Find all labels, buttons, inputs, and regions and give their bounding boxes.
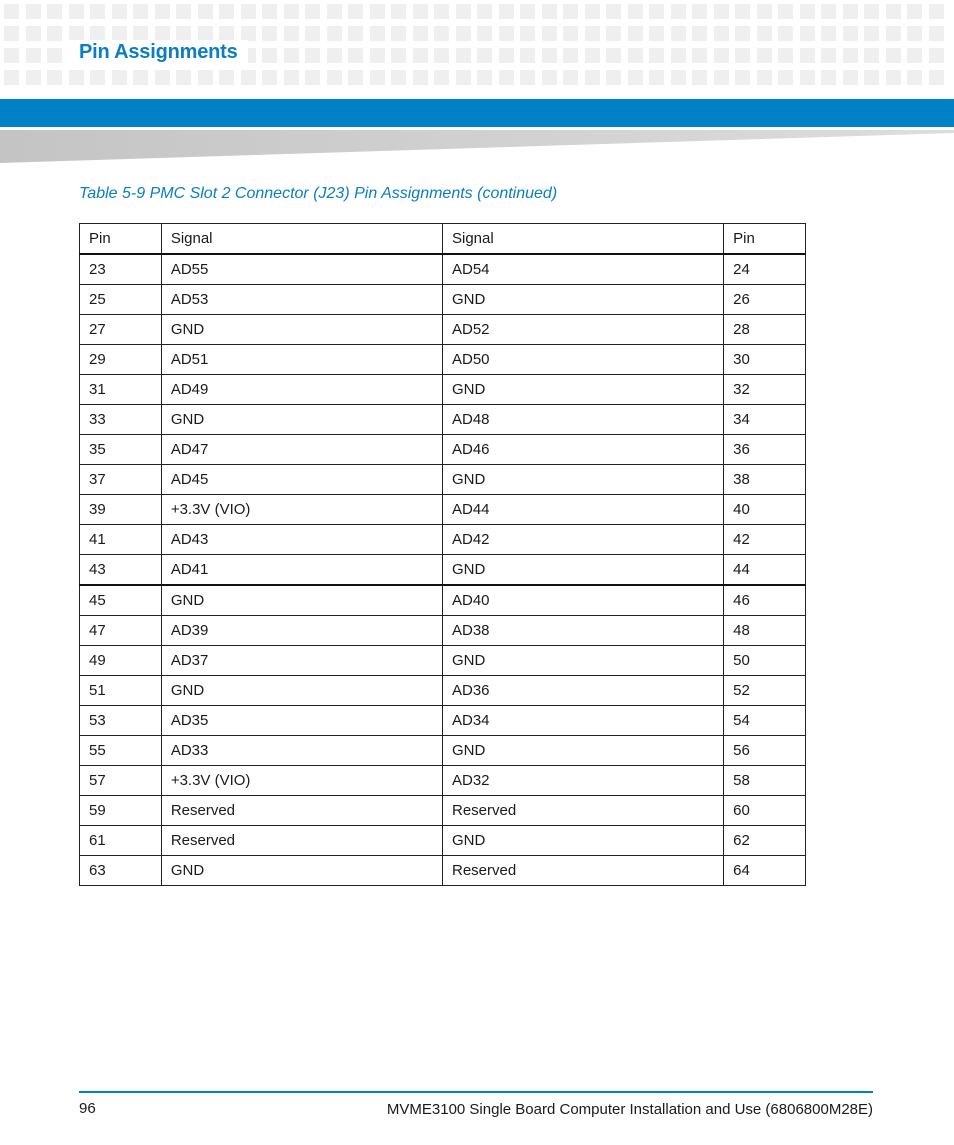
header-tile <box>69 26 84 41</box>
table-row <box>80 555 806 586</box>
header-tile <box>4 26 19 41</box>
header-tile <box>284 48 299 63</box>
header-tile <box>176 70 191 85</box>
header-tile <box>628 4 643 19</box>
header-tile <box>907 70 922 85</box>
signal-cell: AD44 <box>442 495 723 525</box>
signal-cell: GND <box>161 315 442 345</box>
header-tile <box>477 4 492 19</box>
pin-cell: 26 <box>724 285 806 315</box>
signal-cell: AD55 <box>161 254 442 285</box>
header-tile <box>327 70 342 85</box>
header-tile <box>262 48 277 63</box>
signal-cell: AD39 <box>161 616 442 646</box>
header-tile <box>90 4 105 19</box>
header-tile <box>241 70 256 85</box>
header-tile <box>692 70 707 85</box>
header-tile <box>284 4 299 19</box>
signal-cell: AD33 <box>161 736 442 766</box>
header-tile <box>864 26 879 41</box>
page-number: 96 <box>79 1100 96 1117</box>
signal-cell: AD32 <box>442 766 723 796</box>
header-tile <box>26 4 41 19</box>
pin-cell: 52 <box>724 676 806 706</box>
pin-cell: 61 <box>80 826 162 856</box>
header-tile <box>477 70 492 85</box>
header-tile <box>391 4 406 19</box>
header-tile <box>692 4 707 19</box>
pin-cell: 33 <box>80 405 162 435</box>
header-tile <box>69 70 84 85</box>
header-tile <box>262 4 277 19</box>
signal-cell: AD54 <box>442 254 723 285</box>
header-tile <box>47 4 62 19</box>
signal-cell: GND <box>442 375 723 405</box>
header-tile <box>198 26 213 41</box>
pin-cell: 32 <box>724 375 806 405</box>
header-tile <box>714 4 729 19</box>
pin-cell: 44 <box>724 555 806 586</box>
header-tile <box>778 48 793 63</box>
signal-cell: GND <box>161 405 442 435</box>
header-tile <box>456 70 471 85</box>
header-tile <box>929 70 944 85</box>
signal-cell: AD42 <box>442 525 723 555</box>
pin-cell: 60 <box>724 796 806 826</box>
pin-cell: 62 <box>724 826 806 856</box>
pin-cell: 23 <box>80 254 162 285</box>
header-tile <box>606 48 621 63</box>
header-tile <box>26 48 41 63</box>
pin-assignment-table <box>79 223 806 886</box>
signal-cell: AD40 <box>442 585 723 616</box>
pin-cell: 57 <box>80 766 162 796</box>
header-tile <box>477 26 492 41</box>
header-tile <box>219 70 234 85</box>
header-tile <box>821 48 836 63</box>
header-tile <box>821 70 836 85</box>
column-header-pin: Pin <box>724 224 806 255</box>
header-tile <box>929 26 944 41</box>
header-tile <box>198 4 213 19</box>
signal-cell: GND <box>161 676 442 706</box>
header-tile <box>241 26 256 41</box>
pin-cell: 45 <box>80 585 162 616</box>
header-tile <box>864 48 879 63</box>
table-row <box>80 676 806 706</box>
header-tile <box>348 48 363 63</box>
table-header-row <box>80 224 806 255</box>
header-tile <box>864 4 879 19</box>
header-tile <box>434 70 449 85</box>
header-tile <box>305 70 320 85</box>
header-tile <box>563 26 578 41</box>
header-tile <box>929 4 944 19</box>
column-header-pin: Pin <box>80 224 162 255</box>
header-tile <box>47 26 62 41</box>
pin-cell: 59 <box>80 796 162 826</box>
header-tile <box>4 70 19 85</box>
header-tile <box>628 70 643 85</box>
pin-cell: 64 <box>724 856 806 886</box>
header-tile <box>499 70 514 85</box>
header-tile <box>907 4 922 19</box>
table-row <box>80 435 806 465</box>
header-tile <box>176 26 191 41</box>
header-tile <box>305 4 320 19</box>
header-tile <box>843 48 858 63</box>
pin-cell: 56 <box>724 736 806 766</box>
header-tile <box>26 70 41 85</box>
header-tile <box>843 70 858 85</box>
header-tile <box>520 4 535 19</box>
pin-cell: 40 <box>724 495 806 525</box>
header-tile <box>692 26 707 41</box>
header-tile <box>714 26 729 41</box>
signal-cell: AD48 <box>442 405 723 435</box>
header-tile <box>133 4 148 19</box>
signal-cell: AD34 <box>442 706 723 736</box>
pin-cell: 58 <box>724 766 806 796</box>
header-tile <box>413 26 428 41</box>
header-tile <box>628 48 643 63</box>
signal-cell: AD50 <box>442 345 723 375</box>
header-tile <box>907 48 922 63</box>
header-tile <box>69 4 84 19</box>
header-tile <box>262 70 277 85</box>
page-title: Pin Assignments <box>79 41 238 63</box>
header-tile <box>112 26 127 41</box>
table-row <box>80 706 806 736</box>
header-gray-wedge <box>0 130 954 163</box>
header-tile <box>456 48 471 63</box>
header-tile <box>886 48 901 63</box>
pin-cell: 25 <box>80 285 162 315</box>
header-tile <box>499 26 514 41</box>
header-tile <box>370 4 385 19</box>
header-tile <box>864 70 879 85</box>
header-tile <box>499 48 514 63</box>
header-tile <box>520 70 535 85</box>
signal-cell: GND <box>161 585 442 616</box>
table-row <box>80 465 806 495</box>
header-tile <box>563 48 578 63</box>
header-tile <box>4 4 19 19</box>
pin-cell: 43 <box>80 555 162 586</box>
header-tile <box>542 26 557 41</box>
header-tile <box>628 26 643 41</box>
pin-cell: 46 <box>724 585 806 616</box>
table-row <box>80 616 806 646</box>
header-tile <box>327 26 342 41</box>
header-tile <box>499 4 514 19</box>
header-tile <box>714 70 729 85</box>
header-tile <box>262 26 277 41</box>
header-tile <box>413 4 428 19</box>
header-tile <box>692 48 707 63</box>
header-tile <box>606 26 621 41</box>
header-tile <box>542 4 557 19</box>
header-tile <box>778 70 793 85</box>
signal-cell: AD36 <box>442 676 723 706</box>
header-tile <box>391 48 406 63</box>
header-tile <box>4 48 19 63</box>
pin-cell: 29 <box>80 345 162 375</box>
signal-cell: GND <box>442 826 723 856</box>
signal-cell: GND <box>442 555 723 586</box>
header-tile <box>671 4 686 19</box>
table-row <box>80 646 806 676</box>
header-tile <box>47 48 62 63</box>
pin-cell: 39 <box>80 495 162 525</box>
pin-cell: 48 <box>724 616 806 646</box>
header-tile <box>219 26 234 41</box>
pin-cell: 55 <box>80 736 162 766</box>
header-tile <box>413 70 428 85</box>
header-tile <box>886 26 901 41</box>
header-tile <box>112 70 127 85</box>
header-tile <box>47 70 62 85</box>
signal-cell: AD49 <box>161 375 442 405</box>
column-header-signal: Signal <box>161 224 442 255</box>
header-tile <box>155 26 170 41</box>
table-row <box>80 254 806 285</box>
pin-cell: 35 <box>80 435 162 465</box>
header-tile <box>843 26 858 41</box>
header-tile <box>391 26 406 41</box>
header-tile <box>155 70 170 85</box>
header-tile <box>886 70 901 85</box>
table-row <box>80 796 806 826</box>
pin-cell: 54 <box>724 706 806 736</box>
header-tile <box>456 26 471 41</box>
pin-cell: 49 <box>80 646 162 676</box>
pin-cell: 51 <box>80 676 162 706</box>
signal-cell: GND <box>442 285 723 315</box>
signal-cell: AD41 <box>161 555 442 586</box>
header-tile <box>284 26 299 41</box>
signal-cell: +3.3V (VIO) <box>161 495 442 525</box>
header-tile <box>370 26 385 41</box>
header-tile <box>219 4 234 19</box>
header-tile <box>305 26 320 41</box>
header-tile <box>735 70 750 85</box>
header-tile <box>348 70 363 85</box>
header-tile <box>649 26 664 41</box>
pin-cell: 37 <box>80 465 162 495</box>
header-tile <box>542 48 557 63</box>
signal-cell: AD46 <box>442 435 723 465</box>
header-tile <box>327 48 342 63</box>
table-row <box>80 766 806 796</box>
pin-cell: 34 <box>724 405 806 435</box>
pin-cell: 50 <box>724 646 806 676</box>
pin-cell: 42 <box>724 525 806 555</box>
header-tile <box>843 4 858 19</box>
header-tile <box>671 70 686 85</box>
table-row <box>80 285 806 315</box>
pin-cell: 28 <box>724 315 806 345</box>
header-tile <box>757 26 772 41</box>
header-tile <box>370 70 385 85</box>
header-tile <box>714 48 729 63</box>
header-tile <box>434 26 449 41</box>
signal-cell: AD45 <box>161 465 442 495</box>
table-row <box>80 405 806 435</box>
header-tile <box>671 26 686 41</box>
pin-cell: 24 <box>724 254 806 285</box>
header-tile <box>198 70 213 85</box>
signal-cell: AD35 <box>161 706 442 736</box>
header-tile <box>735 26 750 41</box>
pin-cell: 47 <box>80 616 162 646</box>
header-tile <box>284 70 299 85</box>
header-tile <box>735 48 750 63</box>
header-tile <box>821 26 836 41</box>
header-tile <box>241 4 256 19</box>
header-tile <box>649 70 664 85</box>
signal-cell: AD51 <box>161 345 442 375</box>
header-tile <box>176 4 191 19</box>
header-tile <box>563 4 578 19</box>
header-tile <box>649 4 664 19</box>
header-tile <box>434 48 449 63</box>
header-tile <box>649 48 664 63</box>
header-tile <box>370 48 385 63</box>
header-tile <box>585 70 600 85</box>
header-tile <box>585 4 600 19</box>
signal-cell: GND <box>442 736 723 766</box>
signal-cell: GND <box>442 646 723 676</box>
header-tile <box>563 70 578 85</box>
header-tile <box>757 4 772 19</box>
header-tile <box>757 70 772 85</box>
header-tile <box>585 26 600 41</box>
pin-cell: 41 <box>80 525 162 555</box>
header-tile <box>112 4 127 19</box>
header-tile <box>606 70 621 85</box>
table-row <box>80 345 806 375</box>
header-tile <box>90 26 105 41</box>
header-tile <box>456 4 471 19</box>
table-row <box>80 375 806 405</box>
header-tile <box>477 48 492 63</box>
pin-cell: 27 <box>80 315 162 345</box>
header-tile <box>542 70 557 85</box>
pin-cell: 53 <box>80 706 162 736</box>
header-tile <box>391 70 406 85</box>
table-row <box>80 495 806 525</box>
header-tile <box>757 48 772 63</box>
header-tile <box>778 26 793 41</box>
column-header-signal: Signal <box>442 224 723 255</box>
pin-cell: 30 <box>724 345 806 375</box>
header-tile <box>348 4 363 19</box>
header-tile <box>90 70 105 85</box>
header-tile <box>800 4 815 19</box>
header-tile <box>520 48 535 63</box>
header-tile <box>585 48 600 63</box>
signal-cell: +3.3V (VIO) <box>161 766 442 796</box>
signal-cell: GND <box>161 856 442 886</box>
header-tile <box>821 4 836 19</box>
document-title: MVME3100 Single Board Computer Installation and Use (6806800M28E) <box>386 1101 873 1118</box>
header-tile <box>800 48 815 63</box>
table-row <box>80 585 806 616</box>
header-tile <box>26 26 41 41</box>
signal-cell: AD53 <box>161 285 442 315</box>
signal-cell: AD37 <box>161 646 442 676</box>
signal-cell: GND <box>442 465 723 495</box>
header-tile <box>434 4 449 19</box>
header-tile <box>348 26 363 41</box>
pin-cell: 31 <box>80 375 162 405</box>
table-row <box>80 315 806 345</box>
table-row <box>80 525 806 555</box>
header-tile <box>413 48 428 63</box>
header-tile <box>133 70 148 85</box>
table-row <box>80 736 806 766</box>
header-blue-bar <box>0 99 954 127</box>
pin-cell: 38 <box>724 465 806 495</box>
signal-cell: AD43 <box>161 525 442 555</box>
signal-cell: AD52 <box>442 315 723 345</box>
signal-cell: Reserved <box>161 826 442 856</box>
table-row <box>80 856 806 886</box>
footer-rule <box>79 1091 873 1093</box>
header-tile <box>907 26 922 41</box>
table-row <box>80 826 806 856</box>
pin-cell: 36 <box>724 435 806 465</box>
signal-cell: AD47 <box>161 435 442 465</box>
header-tile <box>606 4 621 19</box>
signal-cell: Reserved <box>442 856 723 886</box>
header-tile <box>155 4 170 19</box>
header-tile <box>778 4 793 19</box>
signal-cell: Reserved <box>442 796 723 826</box>
header-tile <box>886 4 901 19</box>
header-tile <box>735 4 750 19</box>
signal-cell: AD38 <box>442 616 723 646</box>
signal-cell: Reserved <box>161 796 442 826</box>
pin-cell: 63 <box>80 856 162 886</box>
header-tile <box>800 70 815 85</box>
table-caption: Table 5-9 PMC Slot 2 Connector (J23) Pin Assignments (continued) <box>79 185 558 202</box>
header-tile <box>327 4 342 19</box>
header-tile <box>520 26 535 41</box>
header-tile <box>133 26 148 41</box>
header-tile <box>305 48 320 63</box>
header-tile <box>800 26 815 41</box>
header-tile <box>671 48 686 63</box>
header-tile <box>929 48 944 63</box>
